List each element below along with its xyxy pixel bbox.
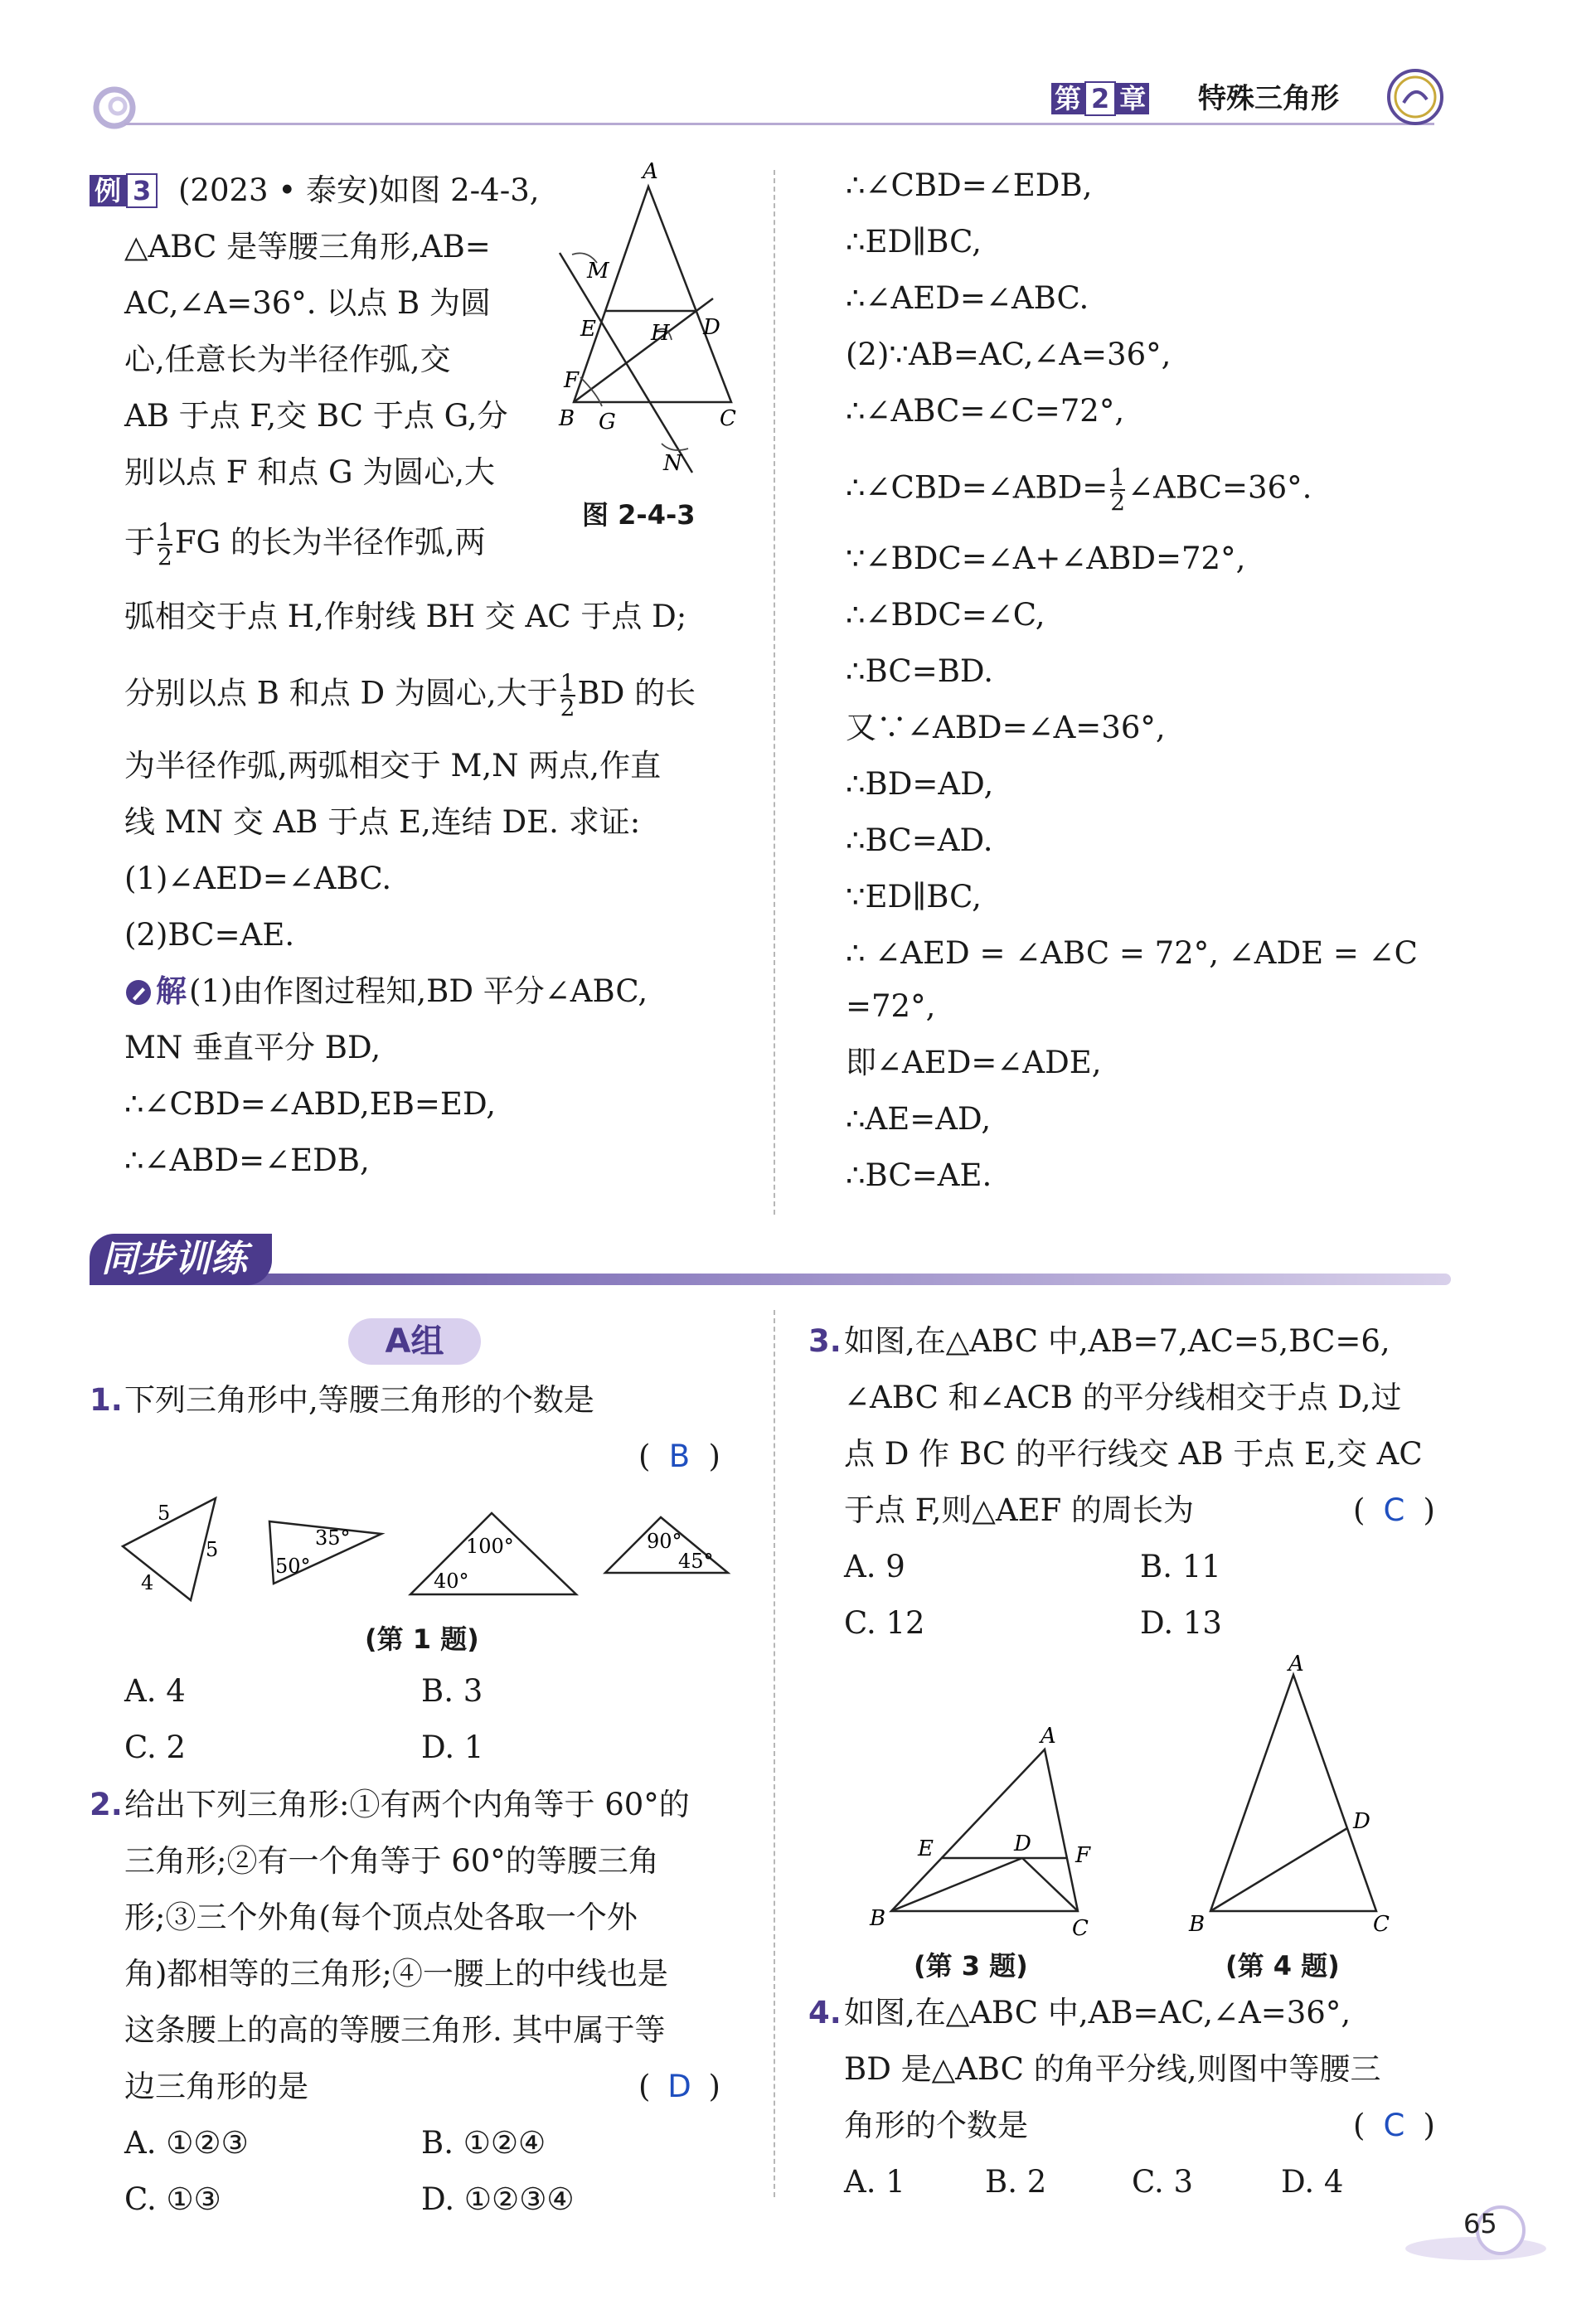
q1-option-b: B. 3 xyxy=(421,1673,483,1709)
fig-label-g: G xyxy=(599,410,616,434)
fig-label-d: D xyxy=(703,315,720,340)
q4-option-a: A. 1 xyxy=(844,2164,905,2200)
column-divider-bottom xyxy=(774,1310,775,2197)
q2-line-6: 边三角形的是 xyxy=(124,2069,308,2104)
example-line-9-pre: 分别以点 B 和点 D 为圆心,大于 xyxy=(124,675,558,711)
section-band xyxy=(91,1274,1451,1285)
q2-paren-left: ( xyxy=(638,2069,651,2104)
q3-figure xyxy=(858,1716,1123,1940)
q1-answer: B xyxy=(668,1439,691,1474)
fig-label-b: B xyxy=(559,406,575,431)
example-line-4: 心,任意长为半径作弧,交 xyxy=(124,342,451,377)
fig-label-m: M xyxy=(587,259,609,284)
rsol-line-9: ∴BC=BD. xyxy=(846,653,994,689)
rsol-line-17: ∴AE=AD, xyxy=(846,1101,992,1137)
q1-caption: (第 1 题) xyxy=(365,1623,479,1655)
rsol-line-7: ∵∠BDC=∠A+∠ABD=72°, xyxy=(846,541,1246,576)
solution-pencil-icon xyxy=(124,978,153,1007)
rsol-line-10: 又∵∠ABD=∠A=36°, xyxy=(846,710,1166,745)
section-title: 同步训练 xyxy=(101,1238,247,1280)
rsol-line-16: 即∠AED=∠ADE, xyxy=(846,1045,1102,1080)
figure-2-4-3 xyxy=(547,162,754,493)
q4-line-3: 角形的个数是 xyxy=(844,2108,1028,2143)
fig-label-c: C xyxy=(720,406,736,431)
q3-line-4: 于点 F,则△AEF 的周长为 xyxy=(844,1492,1195,1528)
fraction-denominator: 2 xyxy=(560,694,575,721)
q4-line-bd xyxy=(1210,1828,1347,1911)
q4-answer: C xyxy=(1383,2108,1405,2143)
group-label: A组 xyxy=(385,1322,444,1361)
q2-line-2: 三角形;②有一个角等于 60°的等腰三角 xyxy=(124,1843,659,1879)
q3-paren-left: ( xyxy=(1353,1492,1366,1528)
q1-option-d: D. 1 xyxy=(421,1730,484,1765)
q3-label-f: F xyxy=(1075,1843,1091,1868)
q3-option-c: C. 12 xyxy=(844,1605,925,1641)
q1-text: 下列三角形中,等腰三角形的个数是 xyxy=(124,1382,594,1418)
q3-number: 3. xyxy=(808,1323,842,1359)
example-line-7-post: FG 的长为半径作弧,两 xyxy=(174,524,486,560)
q4-option-b: B. 2 xyxy=(985,2164,1047,2200)
q4-triangle-abc xyxy=(1210,1675,1376,1911)
example-line-12: (1)∠AED=∠ABC. xyxy=(124,861,392,896)
rsol-line-6 xyxy=(846,463,1312,516)
rsol-line-6-post: ∠ABC=36°. xyxy=(1128,469,1312,506)
example-line-1: (2023 • 泰安)如图 2-4-3, xyxy=(178,172,540,208)
fraction-numerator: 1 xyxy=(1110,463,1126,491)
fig-label-e: E xyxy=(580,317,596,342)
q4-caption: (第 4 题) xyxy=(1225,1950,1340,1982)
rsol-line-4: (2)∵AB=AC,∠A=36°, xyxy=(846,337,1172,372)
q3-answer-bracket xyxy=(1353,1491,1435,1531)
q4-answer-bracket xyxy=(1353,2106,1435,2146)
q1-tri2-label-right: 35° xyxy=(315,1526,351,1550)
rsol-line-5: ∴∠ABC=∠C=72°, xyxy=(846,393,1125,429)
q4-option-d: D. 4 xyxy=(1281,2164,1344,2200)
example-line-9-post: BD 的长 xyxy=(577,675,696,711)
chapter-suffix: 章 xyxy=(1116,83,1149,114)
example-line-11: 线 MN 交 AB 于点 E,连结 DE. 求证: xyxy=(124,804,641,840)
q3-label-d: D xyxy=(1014,1832,1031,1856)
solution-label: 解 xyxy=(156,973,187,1009)
header-rule xyxy=(124,123,1434,125)
q1-paren-left: ( xyxy=(638,1439,651,1474)
q3-triangle-abc xyxy=(891,1749,1078,1911)
chapter-prefix: 第 xyxy=(1051,83,1084,114)
q3-answer: C xyxy=(1383,1492,1405,1528)
q1-paren-right: ) xyxy=(708,1439,720,1474)
q2-paren-right: ) xyxy=(708,2069,720,2104)
fig-line-mn xyxy=(560,253,692,473)
chapter-label xyxy=(1051,80,1149,118)
header-swirl-icon xyxy=(90,83,139,133)
q2-line-5: 这条腰上的高的等腰三角形. 其中属于等 xyxy=(124,2012,666,2048)
column-divider-top xyxy=(774,170,775,1215)
group-badge xyxy=(348,1318,481,1365)
q4-paren-right: ) xyxy=(1423,2108,1435,2143)
q2-number: 2. xyxy=(90,1787,123,1822)
q3-option-b: B. 11 xyxy=(1140,1549,1221,1584)
q4-figure xyxy=(1177,1654,1418,1936)
q1-tri1-label-top: 5 xyxy=(158,1502,171,1525)
q2-line-1: 给出下列三角形:①有两个内角等于 60°的 xyxy=(124,1787,690,1822)
q2-line-4: 角)都相等的三角形;④一腰上的中线也是 xyxy=(124,1956,668,1992)
q3-option-a: A. 9 xyxy=(844,1549,905,1584)
chapter-title: 特殊三角形 xyxy=(1198,82,1339,115)
fraction-denominator: 2 xyxy=(1110,488,1126,516)
q4-option-c: C. 3 xyxy=(1132,2164,1194,2200)
example-line-9 xyxy=(124,669,696,721)
q3-line-2: ∠ABC 和∠ACB 的平分线相交于点 D,过 xyxy=(844,1380,1402,1415)
q4-paren-left: ( xyxy=(1353,2108,1366,2143)
example-line-5: AB 于点 F,交 BC 于点 G,分 xyxy=(124,398,508,434)
q4-label-d: D xyxy=(1353,1809,1370,1834)
rsol-line-12: ∴BC=AD. xyxy=(846,822,993,858)
example-tag-number: 3 xyxy=(126,173,158,208)
fig-triangle-abc xyxy=(574,187,731,402)
example-line-7 xyxy=(124,518,486,570)
q2-line-3: 形;③三个外角(每个顶点处各取一个外 xyxy=(124,1899,638,1935)
rsol-line-6-pre: ∴∠CBD=∠ABD= xyxy=(846,469,1108,506)
rsol-line-14: ∴ ∠AED = ∠ABC = 72°, ∠ADE = ∠C xyxy=(846,935,1418,971)
q1-option-a: A. 4 xyxy=(124,1673,186,1709)
q4-label-a: A xyxy=(1288,1654,1304,1676)
fraction-half xyxy=(560,669,575,721)
header-logo-icon xyxy=(1380,66,1451,129)
q2-option-c: C. ①③ xyxy=(124,2181,221,2217)
example-line-10: 为半径作弧,两弧相交于 M,N 两点,作直 xyxy=(124,748,662,784)
example-line-2: △ABC 是等腰三角形,AB= xyxy=(124,229,491,264)
q1-number: 1. xyxy=(90,1382,123,1418)
q2-option-b: B. ①②④ xyxy=(421,2125,546,2161)
q1-figure xyxy=(116,1488,746,1604)
example-tag-label: 例 xyxy=(90,175,126,206)
fig-label-a: A xyxy=(643,162,658,184)
q2-option-a: A. ①②③ xyxy=(124,2125,249,2161)
q4-label-b: B xyxy=(1189,1912,1205,1936)
section-title-badge xyxy=(90,1234,272,1285)
fraction-numerator: 1 xyxy=(560,669,575,696)
q1-tri1-label-bottom: 4 xyxy=(141,1571,154,1594)
q4-line-1: 如图,在△ABC 中,AB=AC,∠A=36°, xyxy=(844,1995,1351,2030)
rsol-line-8: ∴∠BDC=∠C, xyxy=(846,597,1045,633)
q3-label-e: E xyxy=(918,1836,934,1861)
q1-tri3-label-left: 40° xyxy=(434,1570,469,1593)
fraction-half xyxy=(1110,463,1126,516)
solution-line-4: ∴∠ABD=∠EDB, xyxy=(124,1143,370,1178)
example-line-13: (2)BC=AE. xyxy=(124,917,295,953)
rsol-line-18: ∴BC=AE. xyxy=(846,1157,992,1193)
example-tag xyxy=(90,172,158,209)
q3-label-c: C xyxy=(1072,1916,1089,1940)
rsol-line-13: ∵ED∥BC, xyxy=(846,879,982,915)
rsol-line-1: ∴∠CBD=∠EDB, xyxy=(846,167,1093,203)
q2-answer-bracket xyxy=(638,2067,720,2107)
q4-label-c: C xyxy=(1373,1912,1390,1936)
q3-paren-right: ) xyxy=(1423,1492,1435,1528)
fig-label-h: H xyxy=(651,321,670,346)
q3-line-3: 点 D 作 BC 的平行线交 AB 于点 E,交 AC xyxy=(844,1436,1423,1472)
example-line-7-pre: 于 xyxy=(124,524,155,560)
q3-line-1: 如图,在△ABC 中,AB=7,AC=5,BC=6, xyxy=(844,1323,1390,1359)
chapter-number: 2 xyxy=(1084,81,1116,116)
q2-answer: D xyxy=(667,2069,691,2104)
fig-label-f: F xyxy=(564,368,580,393)
solution-line-2: MN 垂直平分 BD, xyxy=(124,1030,381,1065)
page-number: 65 xyxy=(1463,2208,1497,2239)
figure-2-4-3-caption: 图 2-4-3 xyxy=(582,499,696,531)
q1-tri4-label-top: 90° xyxy=(647,1530,682,1553)
rsol-line-3: ∴∠AED=∠ABC. xyxy=(846,280,1089,316)
rsol-line-11: ∴BD=AD, xyxy=(846,766,994,802)
fig-ray-bh xyxy=(574,298,713,402)
q3-option-d: D. 13 xyxy=(1140,1605,1222,1641)
example-line-8: 弧相交于点 H,作射线 BH 交 AC 于点 D; xyxy=(124,599,687,634)
q2-option-d: D. ①②③④ xyxy=(421,2181,575,2217)
fig-label-n: N xyxy=(663,451,682,476)
q3-label-a: A xyxy=(1041,1724,1056,1749)
q1-option-c: C. 2 xyxy=(124,1730,187,1765)
q1-tri2-label-left: 50° xyxy=(275,1555,311,1578)
q1-answer-bracket xyxy=(638,1437,720,1477)
q3-caption: (第 3 题) xyxy=(914,1950,1028,1982)
q3-line-bd xyxy=(891,1858,1022,1911)
q1-tri1-label-right: 5 xyxy=(206,1538,219,1561)
q1-tri3-label-top: 100° xyxy=(466,1535,514,1558)
fraction-denominator: 2 xyxy=(158,543,172,570)
fraction-half xyxy=(158,518,172,570)
example-line-3: AC,∠A=36°. 以点 B 为圆 xyxy=(124,285,492,321)
rsol-line-15: =72°, xyxy=(846,988,936,1024)
solution-line-1: (1)由作图过程知,BD 平分∠ABC, xyxy=(189,973,648,1009)
q1-tri4-label-right: 45° xyxy=(678,1550,714,1573)
rsol-line-2: ∴ED∥BC, xyxy=(846,224,982,260)
example-line-6: 别以点 F 和点 G 为圆心,大 xyxy=(124,454,496,490)
q4-number: 4. xyxy=(808,1995,842,2030)
fraction-numerator: 1 xyxy=(158,518,172,546)
solution-line-3: ∴∠CBD=∠ABD,EB=ED, xyxy=(124,1086,497,1122)
q4-line-2: BD 是△ABC 的角平分线,则图中等腰三 xyxy=(844,2051,1381,2087)
q3-label-b: B xyxy=(870,1906,886,1931)
